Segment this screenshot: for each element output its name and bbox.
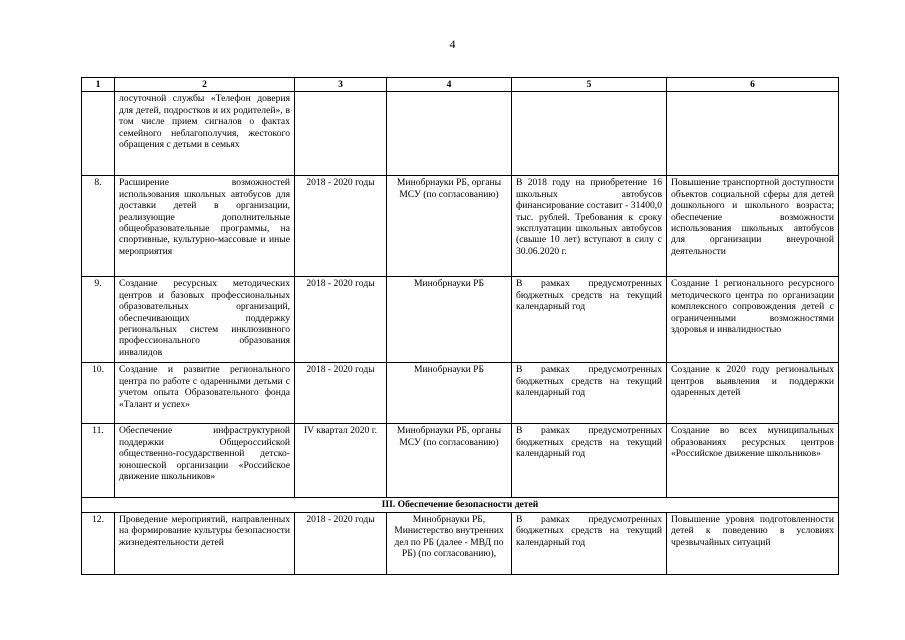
table-row — [82, 424, 839, 498]
column-number-1: 1 — [82, 78, 115, 92]
cell-financing: В рамках предусмотренных бюджетных средств на текущий календарный год — [512, 424, 667, 498]
column-number-4: 4 — [387, 78, 512, 92]
column-number-2: 2 — [115, 78, 295, 92]
cell-measure: Создание ресурсных методических центров и базовых профессиональных образовательных организаций, обеспечивающих поддержку региональных систем инклюзивного профессионального образования инвалидов — [115, 277, 295, 363]
cell-result: Повышение транспортной доступности объектов социальной сферы для детей дошкольного и школьного возраста; обеспечение возможности использования школьных автобусов для организации внеурочной деятельности — [667, 176, 839, 277]
cell-number — [82, 92, 115, 176]
cell-financing — [512, 92, 667, 176]
cell-period: 2018 - 2020 годы — [295, 512, 387, 574]
cell-responsible: Минобрнауки РБ — [387, 277, 512, 363]
cell-result: Создание к 2020 году региональных центров выявления и поддержки одаренных детей — [667, 363, 839, 424]
table-header-row — [82, 78, 839, 92]
cell-responsible: Минобрнауки РБ, органы МСУ (по согласованию) — [387, 176, 512, 277]
measures-table — [81, 77, 839, 575]
section-heading: III. Обеспечение безопасности детей — [82, 498, 839, 512]
table-row — [82, 277, 839, 363]
cell-measure: Расширение возможностей использования школьных автобусов для доставки детей в организации, реализующие дополнительные общеобразовательные программы, на спортивные, культурно-массовые и иные мероприятия — [115, 176, 295, 277]
column-number-5: 5 — [512, 78, 667, 92]
cell-responsible: Минобрнауки РБ — [387, 363, 512, 424]
cell-financing: В рамках предусмотренных бюджетных средств на текущий календарный год — [512, 512, 667, 574]
table-row — [82, 363, 839, 424]
cell-responsible: Минобрнауки РБ, органы МСУ (по согласованию) — [387, 424, 512, 498]
cell-responsible — [387, 92, 512, 176]
cell-measure: лосуточной службы «Телефон доверия для детей, подростков и их родителей», в том числе прием сигналов о фактах семейного неблагополучия, жестокого обращения с детьми в семьях — [115, 92, 295, 176]
cell-period: 2018 - 2020 годы — [295, 277, 387, 363]
table-row-continuation — [82, 92, 839, 176]
cell-number: 12. — [82, 512, 115, 574]
cell-financing: В рамках предусмотренных бюджетных средств на текущий календарный год — [512, 363, 667, 424]
cell-measure: Создание и развитие регионального центра по работе с одаренными детьми с учетом опыта Образовательного фонда «Талант и успех» — [115, 363, 295, 424]
cell-measure: Обеспечение инфраструктурной поддержки Общероссийской общественно-государственной детско-юношеской организации «Российское движение школьников» — [115, 424, 295, 498]
column-number-6: 6 — [667, 78, 839, 92]
cell-number: 10. — [82, 363, 115, 424]
cell-financing: В рамках предусмотренных бюджетных средств на текущий календарный год — [512, 277, 667, 363]
cell-financing: В 2018 году на приобретение 16 школьных автобусов финансирование составит - 31400,0 тыс. рублей. Требования к сроку эксплуатации школьных автобусов (свыше 10 лет) вступают в силу с 30.06.2020 г. — [512, 176, 667, 277]
page-number: 4 — [449, 37, 456, 51]
cell-period: 2018 - 2020 годы — [295, 176, 387, 277]
cell-result: Повышение уровня подготовленности детей к поведению в условиях чрезвычайных ситуаций — [667, 512, 839, 574]
cell-period: 2018 - 2020 годы — [295, 363, 387, 424]
table-row — [82, 176, 839, 277]
cell-number: 11. — [82, 424, 115, 498]
cell-result: Создание во всех муниципальных образованиях ресурсных центров «Российское движение школьников» — [667, 424, 839, 498]
cell-number: 9. — [82, 277, 115, 363]
cell-responsible: Минобрнауки РБ, Министерство внутренних дел по РБ (далее - МВД по РБ) (по согласованию), — [387, 512, 512, 574]
cell-number: 8. — [82, 176, 115, 277]
cell-measure: Проведение мероприятий, направленных на формирование культуры безопасности жизнедеятельности детей — [115, 512, 295, 574]
cell-period — [295, 92, 387, 176]
column-number-3: 3 — [295, 78, 387, 92]
section-heading-row — [82, 498, 839, 512]
cell-period: IV квартал 2020 г. — [295, 424, 387, 498]
cell-result — [667, 92, 839, 176]
cell-result: Создание 1 регионального ресурсного методического центра по организации комплексного сопровождения детей с ограниченными возможностями здоровья и инвалидностью — [667, 277, 839, 363]
table-row — [82, 512, 839, 574]
